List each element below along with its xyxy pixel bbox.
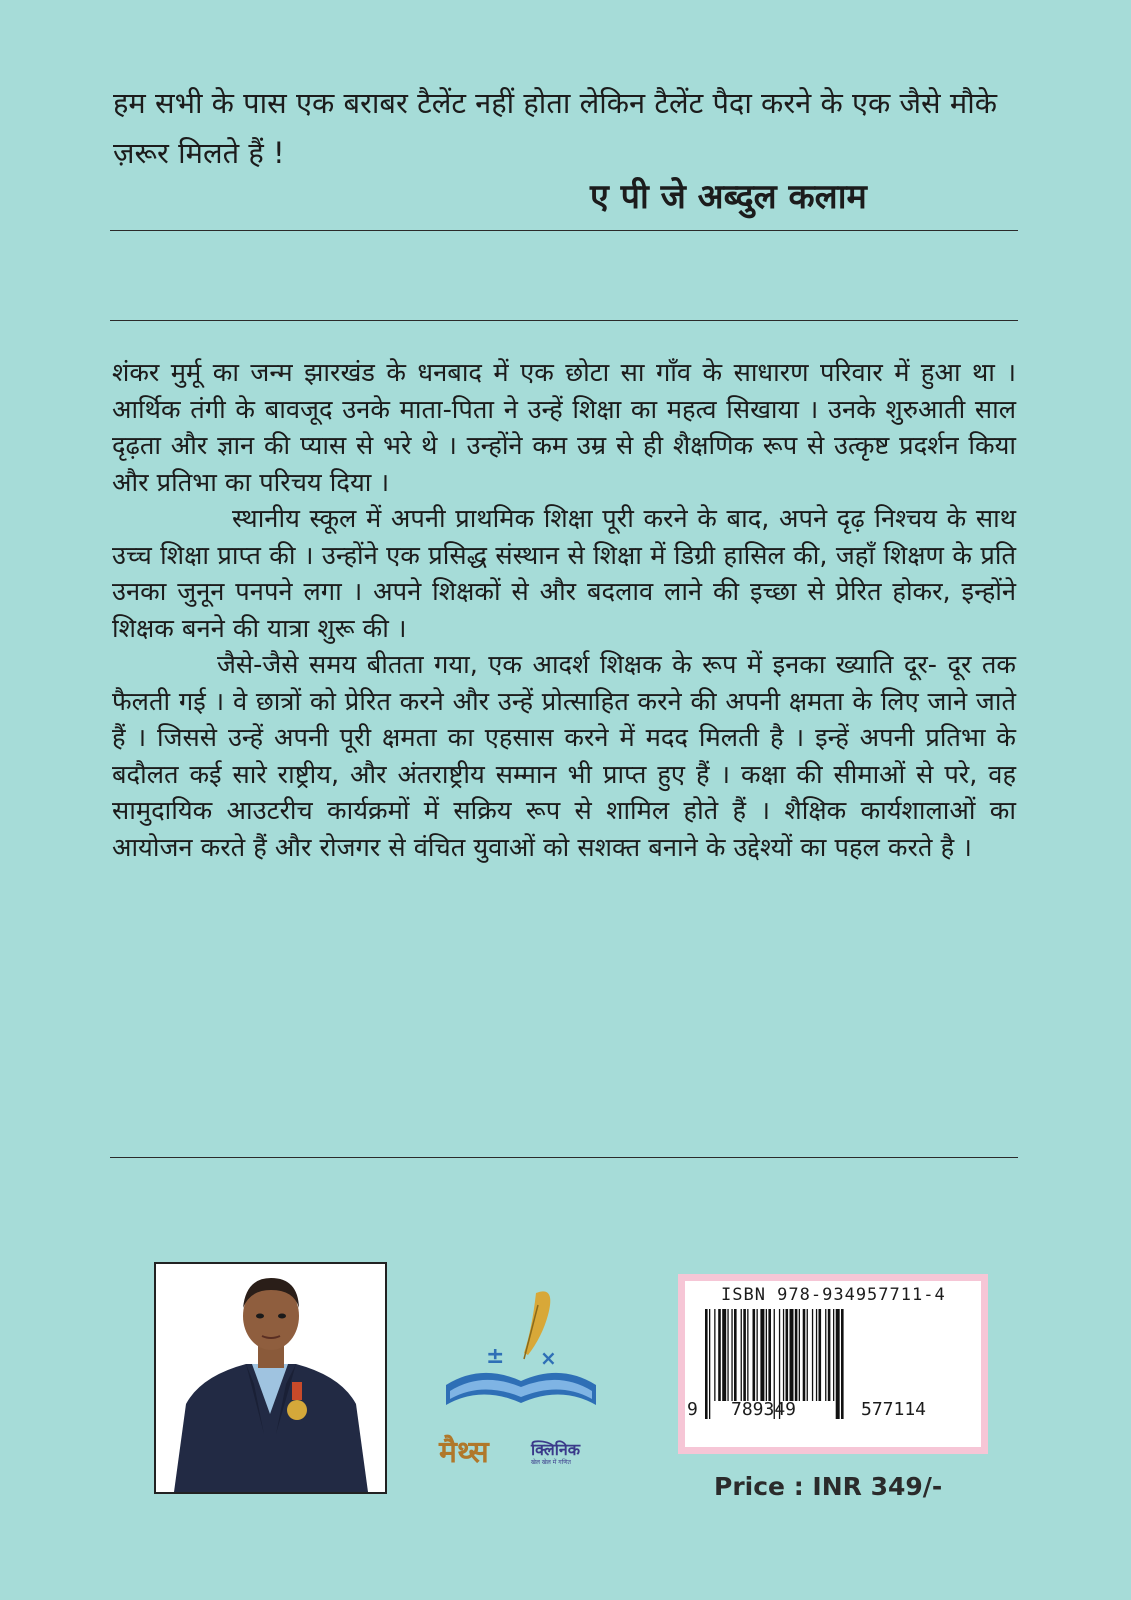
barcode-bar: [766, 1309, 767, 1401]
barcode-bar: [841, 1309, 844, 1419]
barcode-bar: [828, 1309, 831, 1401]
author-portrait-illustration: [156, 1264, 385, 1492]
barcode-bar: [757, 1309, 758, 1401]
barcode-bar: [734, 1309, 737, 1401]
bio-paragraph-3: जैसे-जैसे समय बीतता गया, एक आदर्श शिक्षक के रूप में इनका ख्याति दूर- दूर तक फैलती गई । वे छात्रों को प्रेरित करने और उन्हें प्रोत्साहित करने की अपनी क्षमता के लिए जाने जाते हैं । जिससे उन्हें अपनी पूरी क्षमता का एहसास करने में मदद मिलती है । इन्हें अपनी प्रतिभा के बदौलत कई सारे राष्ट्रीय, और अंतराष्ट्रीय सम्मान भी प्राप्त हुए हैं । कक्षा की सीमाओं से परे, वह सामुदायिक आउटरीच कार्यक्रमों में सक्रिय रूप से शामिल होते हैं । शैक्षिक कार्यशालाओं का आयोजन करते हैं और रोजगर से वंचित युवाओं को सशक्त बनाने के उद्देश्यों का पहल करते है ।: [112, 650, 1016, 863]
barcode-bar: [743, 1309, 746, 1401]
barcode-bar: [741, 1309, 742, 1401]
logo-text-main: मैथ्स: [439, 1435, 489, 1470]
logo-text-side: क्लिनिक: [531, 1440, 581, 1459]
barcode-panel: [685, 1281, 981, 1447]
barcode-bar: [783, 1309, 784, 1401]
barcode-bar: [795, 1309, 798, 1401]
barcode-bar: [760, 1309, 764, 1401]
barcode-bar: [722, 1309, 726, 1401]
barcode-bar: [833, 1309, 834, 1401]
barcode-bar: [718, 1309, 721, 1401]
barcode-bar: [786, 1309, 789, 1401]
logo-tagline: खेल खेल में गणित: [531, 1459, 571, 1466]
barcode-bar: [807, 1309, 808, 1401]
bio-paragraph-2: स्थानीय स्कूल में अपनी प्राथमिक शिक्षा पूरी करने के बाद, अपने दृढ़ निश्चय के साथ उच्च शिक्षा प्राप्त की । उन्होंने एक प्रसिद्ध संस्थान से शिक्षा में डिग्री हासिल की, जहाँ शिक्षण के प्रति उनका जुनून पनपने लगा । अपने शिक्षकों से और बदलाव लाने की इच्छा से प्रेरित होकर, इन्होंने शिक्षक बनने की यात्रा शुरू की ।: [112, 504, 1016, 644]
barcode-bar: [731, 1309, 732, 1401]
barcode-bar: [714, 1309, 715, 1401]
author-photo: [154, 1262, 387, 1494]
barcode-digit-first: 9: [687, 1399, 698, 1420]
barcode-bar: [709, 1309, 710, 1419]
barcode-bar: [819, 1309, 822, 1401]
svg-text:±: ±: [486, 1344, 505, 1369]
barcode-bar: [803, 1309, 806, 1401]
divider-bottom: [110, 1157, 1018, 1158]
barcode-bar: [768, 1309, 771, 1401]
quote-text: हम सभी के पास एक बराबर टैलेंट नहीं होता लेकिन टैलेंट पैदा करने के एक जैसे मौके ज़रूर मिलते हैं !: [113, 86, 997, 170]
barcode-bar: [727, 1309, 728, 1401]
barcode-bar: [747, 1309, 748, 1401]
bio-paragraph-1: शंकर मुर्मू का जन्म झारखंड के धनबाद में एक छोटा सा गाँव के साधारण परिवार में हुआ था । आर्थिक तंगी के बावजूद उनके माता-पिता ने उन्हें शिक्षा का महत्व सिखाया । उनके शुरुआती साल दृढ़ता और ज्ञान की प्यास से भरे थे । उन्होंने कम उम्र से ही शैक्षणिक रूप से उत्कृष्ट प्रदर्शन किया और प्रतिभा का परिचय दिया ।: [112, 358, 1016, 498]
barcode-bar: [799, 1309, 800, 1401]
barcode-bar: [790, 1309, 794, 1401]
barcode-bar: [816, 1309, 817, 1401]
barcode-bar: [836, 1309, 840, 1419]
barcode-bar: [812, 1309, 813, 1401]
author-biography: [112, 355, 1016, 866]
barcode-digit-group-2: 577114: [861, 1399, 927, 1420]
quote-author: ए पी जे अब्दुल कलाम: [590, 177, 867, 217]
barcode-digit-group-1: 789349: [731, 1399, 797, 1420]
barcode-bar: [825, 1309, 826, 1401]
isbn-label: ISBN 978-934957711-4: [721, 1285, 946, 1305]
price-label: Price : INR 349/-: [714, 1472, 943, 1501]
divider-bio-top: [110, 320, 1018, 321]
divider-top: [110, 230, 1018, 231]
svg-text:×: ×: [540, 1346, 557, 1370]
isbn-barcode: [678, 1274, 988, 1454]
barcode-bar: [753, 1309, 756, 1401]
barcode-bar: [705, 1309, 708, 1419]
